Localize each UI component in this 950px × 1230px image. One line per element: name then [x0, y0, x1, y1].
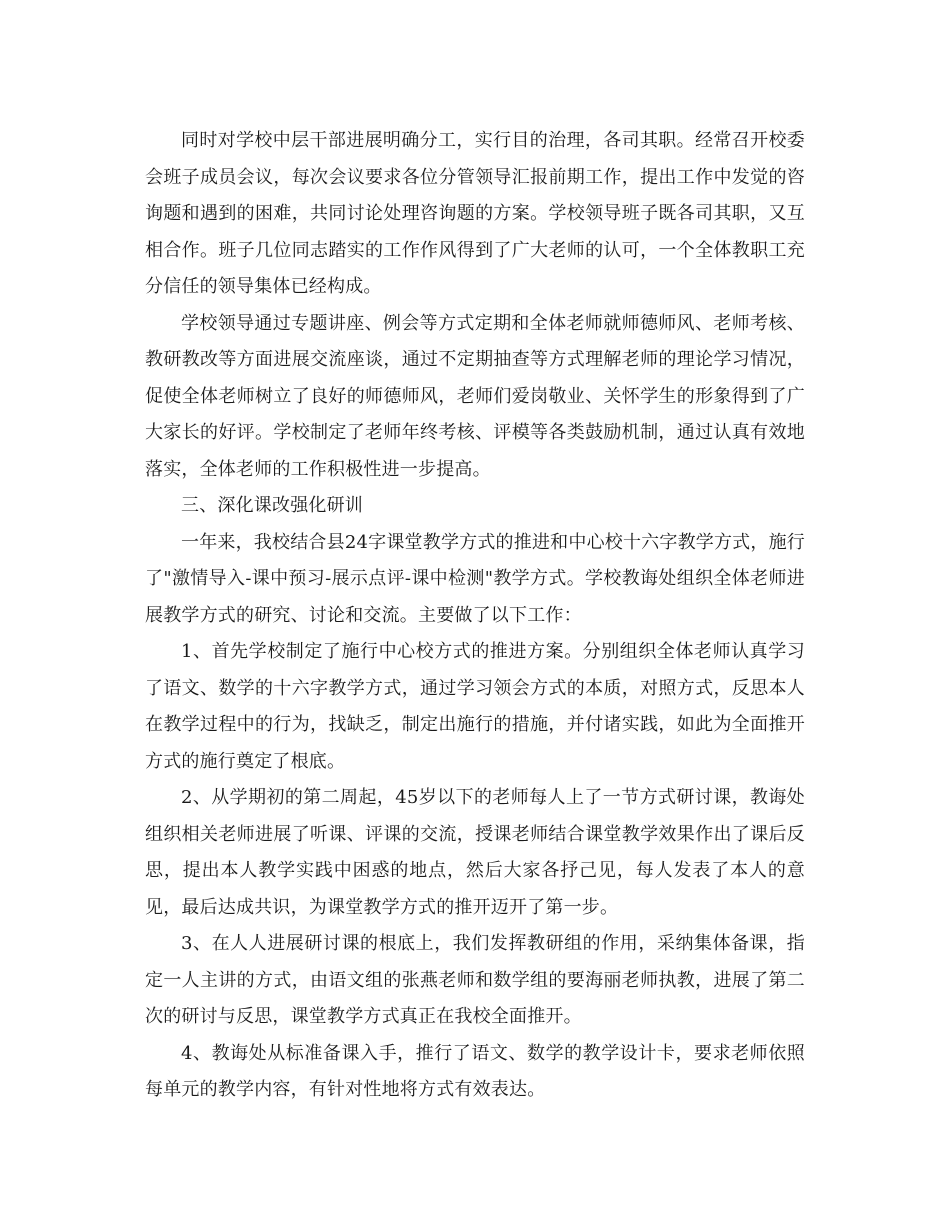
- document-body: [145, 123, 805, 1109]
- list-item-4: 4、教诲处从标准备课入手，推行了语文、数学的教学设计卡，要求老师依照每单元的教学内容，有针对性地将方式有效表达。: [145, 1042, 805, 1100]
- paragraph-teaching-method-intro: 一年来，我校结合县24字课堂教学方式的推进和中心校十六字教学方式，施行了"激情导入-课中预习-展示点评-课中检测"教学方式。学校教诲处组织全体老师进展教学方式的研究、讨论和交流。主要做了以下工作：: [145, 531, 805, 626]
- list-item-2: 2、从学期初的第二周起，45岁以下的老师每人上了一节方式研讨课，教诲处组织相关老师进展了听课、评课的交流，授课老师结合课堂教学效果作出了课后反思，提出本人教学实践中困惑的地点，然后大家各抒己见，每人发表了本人的意见，最后达成共识，为课堂教学方式的推开迈开了第一步。: [145, 787, 805, 918]
- list-item-1: 1、首先学校制定了施行中心校方式的推进方案。分别组织全体老师认真学习了语文、数学的十六字教学方式，通过学习领会方式的本质，对照方式，反思本人在教学过程中的行为，找缺乏，制定出施行的措施，并付诸实践，如此为全面推开方式的施行奠定了根底。: [145, 641, 805, 772]
- section-heading-curriculum-reform: 三、深化课改强化研训: [181, 495, 363, 516]
- list-item-3: 3、在人人进展研讨课的根底上，我们发挥教研组的作用，采纳集体备课，指定一人主讲的方式，由语文组的张燕老师和数学组的要海丽老师执教，进展了第二次的研讨与反思，课堂教学方式真正在我校全面推开。: [145, 933, 805, 1027]
- paragraph-leadership-division: 同时对学校中层干部进展明确分工，实行目的治理，各司其职。经常召开校委会班子成员会议，每次会议要求各位分管领导汇报前期工作，提出工作中发觉的咨询题和遇到的困难，共同讨论处理咨询题的方案。学校领导班子既各司其职，又互相合作。班子几位同志踏实的工作作风得到了广大老师的认可，一个全体教职工充分信任的领导集体已经构成。: [145, 130, 805, 297]
- paragraph-teacher-ethics: 学校领导通过专题讲座、例会等方式定期和全体老师就师德师风、老师考核、教研教改等方面进展交流座谈，通过不定期抽查等方式理解老师的理论学习情况，促使全体老师树立了良好的师德师风，老师们爱岗敬业、关怀学生的形象得到了广大家长的好评。学校制定了老师年终考核、评模等各类鼓励机制，通过认真有效地落实，全体老师的工作积极性进一步提高。: [145, 312, 805, 480]
